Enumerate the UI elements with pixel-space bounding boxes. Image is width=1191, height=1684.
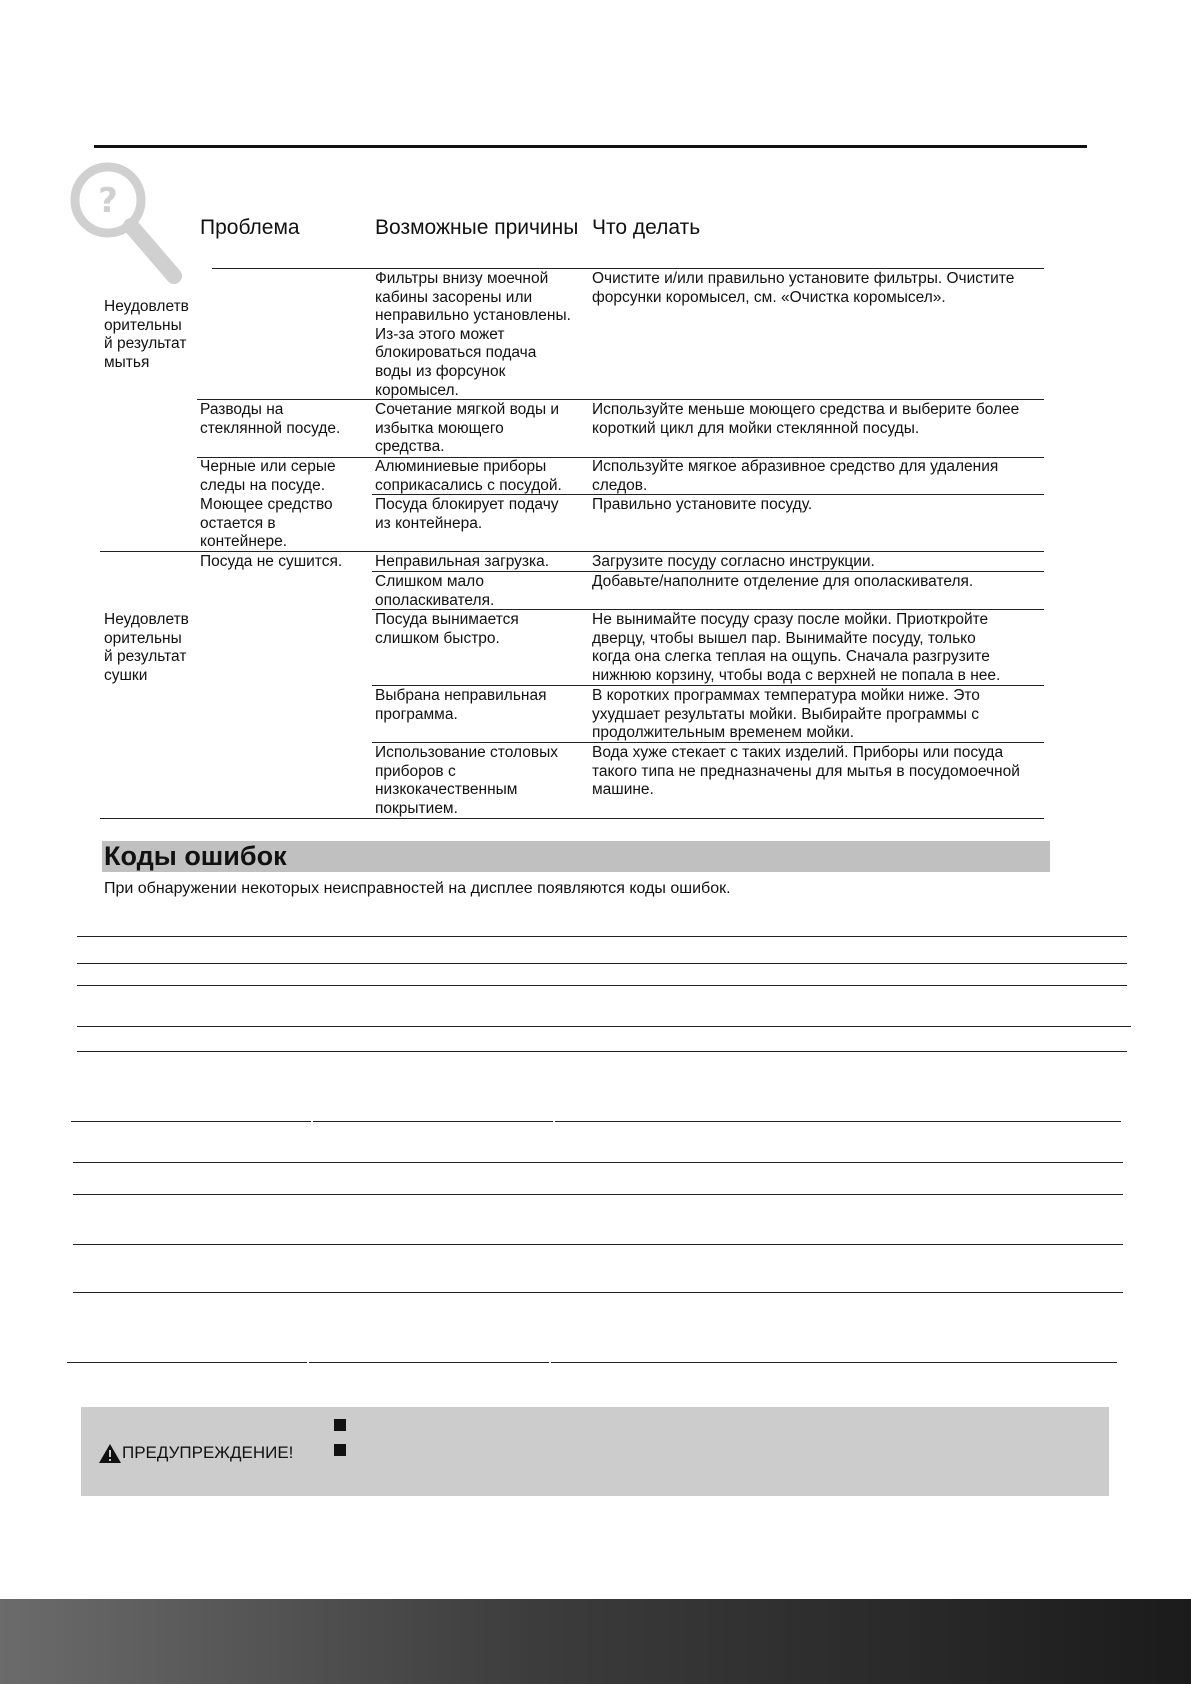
table-rule bbox=[372, 609, 1044, 610]
error-table-rule bbox=[73, 1292, 1123, 1293]
error-table-rule bbox=[77, 963, 1127, 964]
error-table-rule bbox=[73, 1162, 1123, 1163]
cause-cell: Слишком мало ополаскивателя. bbox=[375, 573, 495, 609]
header-rule bbox=[94, 145, 1087, 148]
cause-cell: Посуда вынимается слишком быстро. bbox=[375, 611, 519, 647]
table-rule bbox=[372, 494, 1044, 495]
error-table-rule bbox=[71, 1121, 311, 1122]
error-table-rule bbox=[73, 1194, 1123, 1195]
problem-cell: Посуда не сушится. bbox=[200, 553, 343, 570]
error-table-rule bbox=[77, 985, 1127, 986]
table-rule bbox=[197, 399, 1044, 400]
error-table-rule bbox=[77, 1026, 1131, 1027]
table-rule bbox=[100, 818, 1044, 819]
section-subtitle: При обнаружении некоторых неисправностей на дисплее появляются коды ошибок. bbox=[104, 880, 731, 897]
problem-cell: Моющее средство остается в контейнере. bbox=[200, 496, 333, 551]
section-title: Коды ошибок bbox=[104, 841, 287, 871]
header-action: Что делать bbox=[592, 216, 701, 239]
table-rule bbox=[100, 551, 1044, 552]
cause-cell: Неправильная загрузка. bbox=[375, 553, 550, 570]
action-cell: Не вынимайте посуду сразу после мойки. Приоткройте дверцу, чтобы вышел пар. Вынимайте посуду, только когда она слегка теплая на ощупь. Сначала разгрузите нижнюю корзину, чтобы вода с верхней не попала в нее. bbox=[592, 611, 1001, 684]
header-problem: Проблема bbox=[200, 216, 300, 239]
action-cell: Загрузите посуду согласно инструкции. bbox=[592, 553, 875, 570]
action-cell: Вода хуже стекает с таких изделий. Приборы или посуда такого типа не предназначены для мытья в посудомоечной машине. bbox=[592, 744, 1020, 799]
action-cell: Правильно установите посуду. bbox=[592, 496, 813, 513]
table-rule bbox=[197, 457, 1044, 458]
warning-bullet bbox=[334, 1419, 346, 1431]
table-rule bbox=[372, 685, 1044, 686]
error-table-rule bbox=[77, 1051, 1127, 1052]
warning-bullet bbox=[334, 1444, 346, 1456]
action-cell: Очистите и/или правильно установите фильтры. Очистите форсунки коромысел, см. «Очистка коромысел». bbox=[592, 270, 1015, 306]
cause-cell: Использование столовых приборов с низкокачественным покрытием. bbox=[375, 744, 558, 817]
table-rule bbox=[372, 742, 1044, 743]
error-table-rule bbox=[73, 1244, 1123, 1245]
svg-text:?: ? bbox=[98, 181, 118, 221]
magnifier-question-icon bbox=[68, 160, 186, 290]
action-cell: Используйте меньше моющего средства и выберите более короткий цикл для мойки стеклянной посуды. bbox=[592, 401, 1020, 437]
group-label-washing: Неудовлетв орительны й результат мытья bbox=[104, 298, 189, 371]
cause-cell: Сочетание мягкой воды и избытка моющего средства. bbox=[375, 401, 560, 456]
footer-band bbox=[0, 1599, 1191, 1684]
table-rule bbox=[372, 571, 1044, 572]
problem-cell: Черные или серые следы на посуде. bbox=[200, 458, 336, 494]
group-label-drying: Неудовлетв орительны й результат сушки bbox=[104, 611, 189, 684]
error-table-rule bbox=[77, 936, 1127, 937]
action-cell: В коротких программах температура мойки ниже. Это ухудшает результаты мойки. Выбирайте программы с продолжительным временем мойки. bbox=[592, 687, 980, 742]
warning-label bbox=[99, 1443, 293, 1463]
error-table-rule bbox=[67, 1362, 307, 1363]
problem-cell: Разводы на стеклянной посуде. bbox=[200, 401, 341, 437]
cause-cell: Выбрана неправильная программа. bbox=[375, 687, 547, 723]
warning-text: ПРЕДУПРЕЖДЕНИЕ! bbox=[122, 1443, 294, 1462]
cause-cell: Фильтры внизу моечной кабины засорены или неправильно установлены. Из-за этого может блокироваться подача воды из форсунок коромысел. bbox=[375, 270, 571, 399]
action-cell: Используйте мягкое абразивное средство для удаления следов. bbox=[592, 458, 999, 494]
action-cell: Добавьте/наполните отделение для ополаскивателя. bbox=[592, 573, 974, 590]
cause-cell: Посуда блокирует подачу из контейнера. bbox=[375, 496, 559, 532]
cause-cell: Алюминиевые приборы соприкасались с посудой. bbox=[375, 458, 562, 494]
table-rule bbox=[212, 268, 1044, 269]
error-table-rule bbox=[313, 1121, 553, 1122]
error-table-rule bbox=[309, 1362, 549, 1363]
header-causes: Возможные причины bbox=[375, 216, 579, 239]
warning-triangle-icon bbox=[99, 1444, 121, 1463]
error-table-rule bbox=[555, 1121, 1121, 1122]
error-table-rule bbox=[551, 1362, 1117, 1363]
